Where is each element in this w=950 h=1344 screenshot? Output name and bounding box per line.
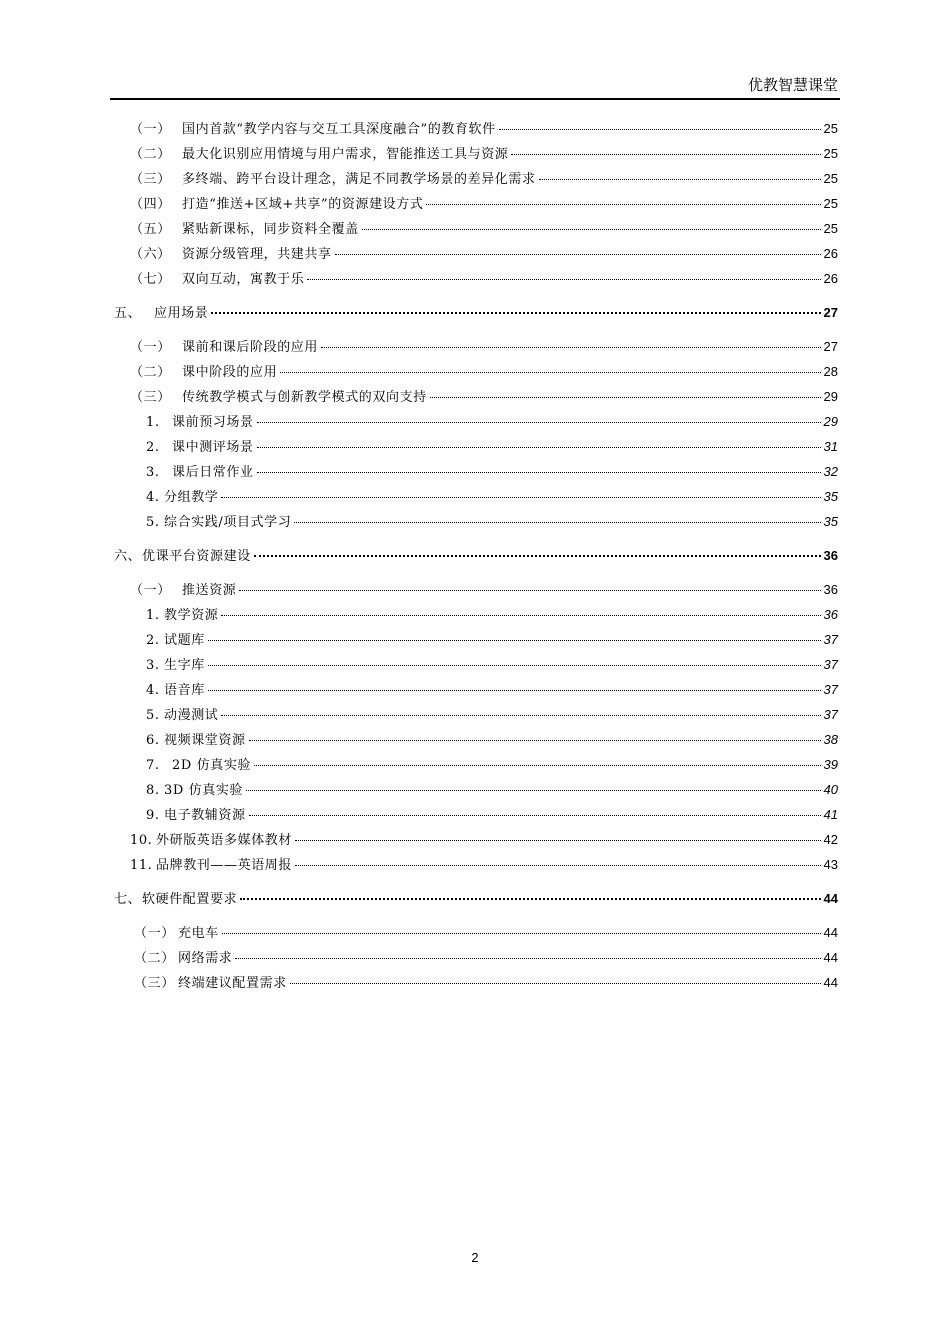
toc-entry[interactable] bbox=[130, 193, 838, 215]
toc-leader bbox=[295, 865, 821, 866]
toc-section[interactable] bbox=[114, 302, 838, 324]
toc-entry-page: 27 bbox=[823, 339, 838, 354]
toc-entry[interactable] bbox=[130, 168, 838, 190]
toc-leader bbox=[295, 840, 821, 841]
toc-leader bbox=[321, 347, 821, 348]
toc-entry-page: 26 bbox=[823, 271, 838, 286]
toc-entry-page: 29 bbox=[823, 414, 838, 429]
toc-entry-page: 28 bbox=[823, 364, 838, 379]
toc-entry-number: 5. bbox=[146, 515, 160, 530]
toc-entry-title: 应用场景 bbox=[154, 306, 209, 321]
toc-entry-number: （三） bbox=[130, 172, 171, 187]
toc-entry-title: 双向互动，寓教于乐 bbox=[182, 272, 305, 287]
toc-entry-page: 25 bbox=[823, 121, 838, 136]
toc-entry-page: 25 bbox=[823, 171, 838, 186]
toc-entry[interactable] bbox=[146, 804, 838, 826]
page-number: 2 bbox=[471, 1250, 479, 1265]
toc-entry-number: （二） bbox=[134, 951, 175, 966]
toc-leader bbox=[211, 312, 820, 314]
toc-leader bbox=[362, 229, 821, 230]
toc-leader bbox=[257, 422, 821, 423]
toc-leader bbox=[257, 447, 821, 448]
toc-entry-title: 国内首款“教学内容与交互工具深度融合”的教育软件 bbox=[182, 122, 496, 137]
toc-entry[interactable] bbox=[130, 268, 838, 290]
toc-entry-page: 44 bbox=[823, 975, 838, 990]
toc-entry-title: 最大化识别应用情境与用户需求，智能推送工具与资源 bbox=[182, 147, 509, 162]
toc-entry[interactable] bbox=[146, 486, 838, 508]
toc-section[interactable] bbox=[114, 545, 838, 567]
toc-leader bbox=[254, 555, 821, 557]
toc-entry-number: （一） bbox=[130, 340, 171, 355]
toc-entry-page: 35 bbox=[823, 514, 838, 529]
toc-leader bbox=[307, 279, 820, 280]
toc-entry-number: （三） bbox=[130, 390, 171, 405]
toc-entry-title: 课前和课后阶段的应用 bbox=[182, 340, 319, 355]
toc-entry-number: （六） bbox=[130, 247, 171, 262]
toc-entry-number: 2. bbox=[146, 633, 160, 648]
toc-entry-page: 37 bbox=[823, 682, 838, 697]
toc-entry-number: 五、 bbox=[114, 306, 142, 321]
toc-entry-page: 37 bbox=[823, 632, 838, 647]
toc-entry-title: 试题库 bbox=[164, 633, 205, 648]
toc-leader bbox=[254, 765, 821, 766]
toc-entry-page: 43 bbox=[823, 857, 838, 872]
toc-entry[interactable] bbox=[130, 218, 838, 240]
toc-entry-title: 打造“推送+区域+共享”的资源建设方式 bbox=[182, 197, 424, 212]
toc-leader bbox=[257, 472, 821, 473]
toc-leader bbox=[335, 254, 821, 255]
toc-leader bbox=[539, 179, 821, 180]
toc-leader bbox=[222, 933, 821, 934]
toc-entry-title: 2D 仿真实验 bbox=[172, 758, 252, 773]
toc-entry-number: 11. bbox=[130, 858, 153, 873]
toc-entry[interactable] bbox=[130, 361, 838, 383]
toc-entry-number: 6. bbox=[146, 733, 160, 748]
toc-entry-number: 2. bbox=[146, 440, 160, 455]
toc-entry-number: （二） bbox=[130, 147, 171, 162]
toc-entry-title: 教学资源 bbox=[164, 608, 219, 623]
toc-entry[interactable] bbox=[146, 411, 838, 433]
toc-entry-title: 充电车 bbox=[178, 926, 219, 941]
toc-leader bbox=[280, 372, 820, 373]
toc-entry-number: 10. bbox=[130, 833, 153, 848]
toc-entry[interactable] bbox=[146, 604, 838, 626]
toc-leader bbox=[290, 983, 821, 984]
toc-entry-page: 39 bbox=[823, 757, 838, 772]
toc-entry[interactable] bbox=[134, 947, 838, 969]
toc-entry[interactable] bbox=[134, 922, 838, 944]
toc-entry[interactable] bbox=[146, 629, 838, 651]
toc-entry-title: 软硬件配置要求 bbox=[142, 892, 238, 907]
toc-leader bbox=[221, 615, 820, 616]
toc-entry-title: 传统教学模式与创新教学模式的双向支持 bbox=[182, 390, 427, 405]
toc-entry-title: 课前预习场景 bbox=[172, 415, 254, 430]
toc-leader bbox=[240, 898, 820, 900]
toc-entry-page: 36 bbox=[823, 607, 838, 622]
toc-entry[interactable] bbox=[130, 336, 838, 358]
toc-leader bbox=[208, 690, 821, 691]
toc-entry[interactable] bbox=[146, 679, 838, 701]
toc-entry-title: 电子教辅资源 bbox=[164, 808, 246, 823]
toc-entry-title: 课中阶段的应用 bbox=[182, 365, 278, 380]
toc-entry[interactable] bbox=[146, 654, 838, 676]
toc-entry-page: 35 bbox=[823, 489, 838, 504]
toc-entry-title: 3D 仿真实验 bbox=[164, 783, 244, 798]
toc-leader bbox=[221, 497, 820, 498]
toc-entry-page: 29 bbox=[823, 389, 838, 404]
toc-entry-title: 视频课堂资源 bbox=[164, 733, 246, 748]
toc-leader bbox=[208, 640, 821, 641]
toc-entry-page: 26 bbox=[823, 246, 838, 261]
toc-entry-number: （五） bbox=[130, 222, 171, 237]
toc-entry-number: 5. bbox=[146, 708, 160, 723]
toc-entry-page: 41 bbox=[823, 807, 838, 822]
toc-entry[interactable] bbox=[130, 579, 838, 601]
toc-entry-page: 42 bbox=[823, 832, 838, 847]
toc-entry[interactable] bbox=[146, 461, 838, 483]
toc-entry-page: 44 bbox=[823, 950, 838, 965]
toc-entry-number: 4. bbox=[146, 490, 160, 505]
toc-entry-number: 3. bbox=[146, 465, 160, 480]
toc-leader bbox=[294, 522, 820, 523]
toc-entry-title: 网络需求 bbox=[178, 951, 233, 966]
toc-entry-title: 动漫测试 bbox=[164, 708, 219, 723]
toc-entry[interactable] bbox=[130, 243, 838, 265]
toc-entry-title: 终端建议配置需求 bbox=[178, 976, 287, 991]
toc-entry-title: 综合实践/项目式学习 bbox=[164, 515, 292, 530]
toc-section[interactable] bbox=[114, 888, 838, 910]
toc-leader bbox=[430, 397, 821, 398]
toc-entry-page: 36 bbox=[823, 582, 838, 597]
toc-entry-page: 37 bbox=[823, 657, 838, 672]
toc-entry-number: （一） bbox=[130, 583, 171, 598]
toc-leader bbox=[426, 204, 820, 205]
toc-entry-number: （一） bbox=[130, 122, 171, 137]
toc-entry-number: 8. bbox=[146, 783, 160, 798]
toc-entry-page: 27 bbox=[823, 305, 838, 320]
toc-entry[interactable] bbox=[146, 754, 838, 776]
toc-entry-number: （三） bbox=[134, 976, 175, 991]
toc-leader bbox=[249, 815, 821, 816]
toc-entry-title: 多终端、跨平台设计理念，满足不同教学场景的差异化需求 bbox=[182, 172, 536, 187]
toc-entry-title: 推送资源 bbox=[182, 583, 237, 598]
toc-entry-number: 4. bbox=[146, 683, 160, 698]
toc-leader bbox=[208, 665, 821, 666]
toc-entry[interactable] bbox=[134, 972, 838, 994]
toc-leader bbox=[221, 715, 820, 716]
toc-entry-page: 25 bbox=[823, 221, 838, 236]
toc-entry-number: 9. bbox=[146, 808, 160, 823]
toc-entry-page: 31 bbox=[823, 439, 838, 454]
toc-leader bbox=[249, 740, 821, 741]
toc-entry-title: 优课平台资源建设 bbox=[142, 549, 251, 564]
toc-entry[interactable] bbox=[146, 511, 838, 533]
toc-entry-title: 生字库 bbox=[164, 658, 205, 673]
toc-entry-number: （七） bbox=[130, 272, 171, 287]
toc-leader bbox=[239, 590, 820, 591]
toc-entry-title: 资源分级管理，共建共享 bbox=[182, 247, 332, 262]
toc-leader bbox=[511, 154, 820, 155]
toc-entry-number: （二） bbox=[130, 365, 171, 380]
toc-entry-page: 40 bbox=[823, 782, 838, 797]
toc-entry-number: 1. bbox=[146, 415, 160, 430]
toc-entry-page: 44 bbox=[823, 891, 838, 906]
toc-entry-number: 七、 bbox=[114, 892, 142, 907]
toc-leader bbox=[246, 790, 821, 791]
toc-entry-number: 7. bbox=[146, 758, 160, 773]
toc-entry-title: 品牌教刊——英语周报 bbox=[156, 858, 293, 873]
toc-leader bbox=[235, 958, 820, 959]
toc-entry-title: 分组教学 bbox=[164, 490, 219, 505]
toc-entry[interactable] bbox=[130, 386, 838, 408]
toc-entry[interactable] bbox=[130, 854, 838, 876]
toc-entry-page: 37 bbox=[823, 707, 838, 722]
toc-entry-title: 语音库 bbox=[164, 683, 205, 698]
toc-entry-title: 课中测评场景 bbox=[172, 440, 254, 455]
toc-entry-page: 38 bbox=[823, 732, 838, 747]
toc-entry-page: 25 bbox=[823, 196, 838, 211]
toc-entry[interactable] bbox=[146, 729, 838, 751]
toc-entry[interactable] bbox=[146, 436, 838, 458]
toc-entry-title: 紧贴新课标，同步资料全覆盖 bbox=[182, 222, 359, 237]
toc-entry-page: 44 bbox=[823, 925, 838, 940]
toc-entry-number: 六、 bbox=[114, 549, 142, 564]
toc-entry[interactable] bbox=[146, 704, 838, 726]
header-title: 优教智慧课堂 bbox=[747, 76, 838, 94]
toc-entry-title: 课后日常作业 bbox=[172, 465, 254, 480]
toc-entry-number: （一） bbox=[134, 926, 175, 941]
toc-entry-page: 25 bbox=[823, 146, 838, 161]
toc-entry-page: 36 bbox=[823, 548, 838, 563]
toc-entry[interactable] bbox=[130, 143, 838, 165]
toc-entry[interactable] bbox=[146, 779, 838, 801]
toc-entry-title: 外研版英语多媒体教材 bbox=[156, 833, 293, 848]
toc-entry[interactable] bbox=[130, 829, 838, 851]
toc-entry-number: 1. bbox=[146, 608, 160, 623]
toc-leader bbox=[499, 129, 821, 130]
toc-entry-number: 3. bbox=[146, 658, 160, 673]
toc-entry[interactable] bbox=[130, 118, 838, 140]
toc-entry-number: （四） bbox=[130, 197, 171, 212]
toc-entry-page: 32 bbox=[823, 464, 838, 479]
